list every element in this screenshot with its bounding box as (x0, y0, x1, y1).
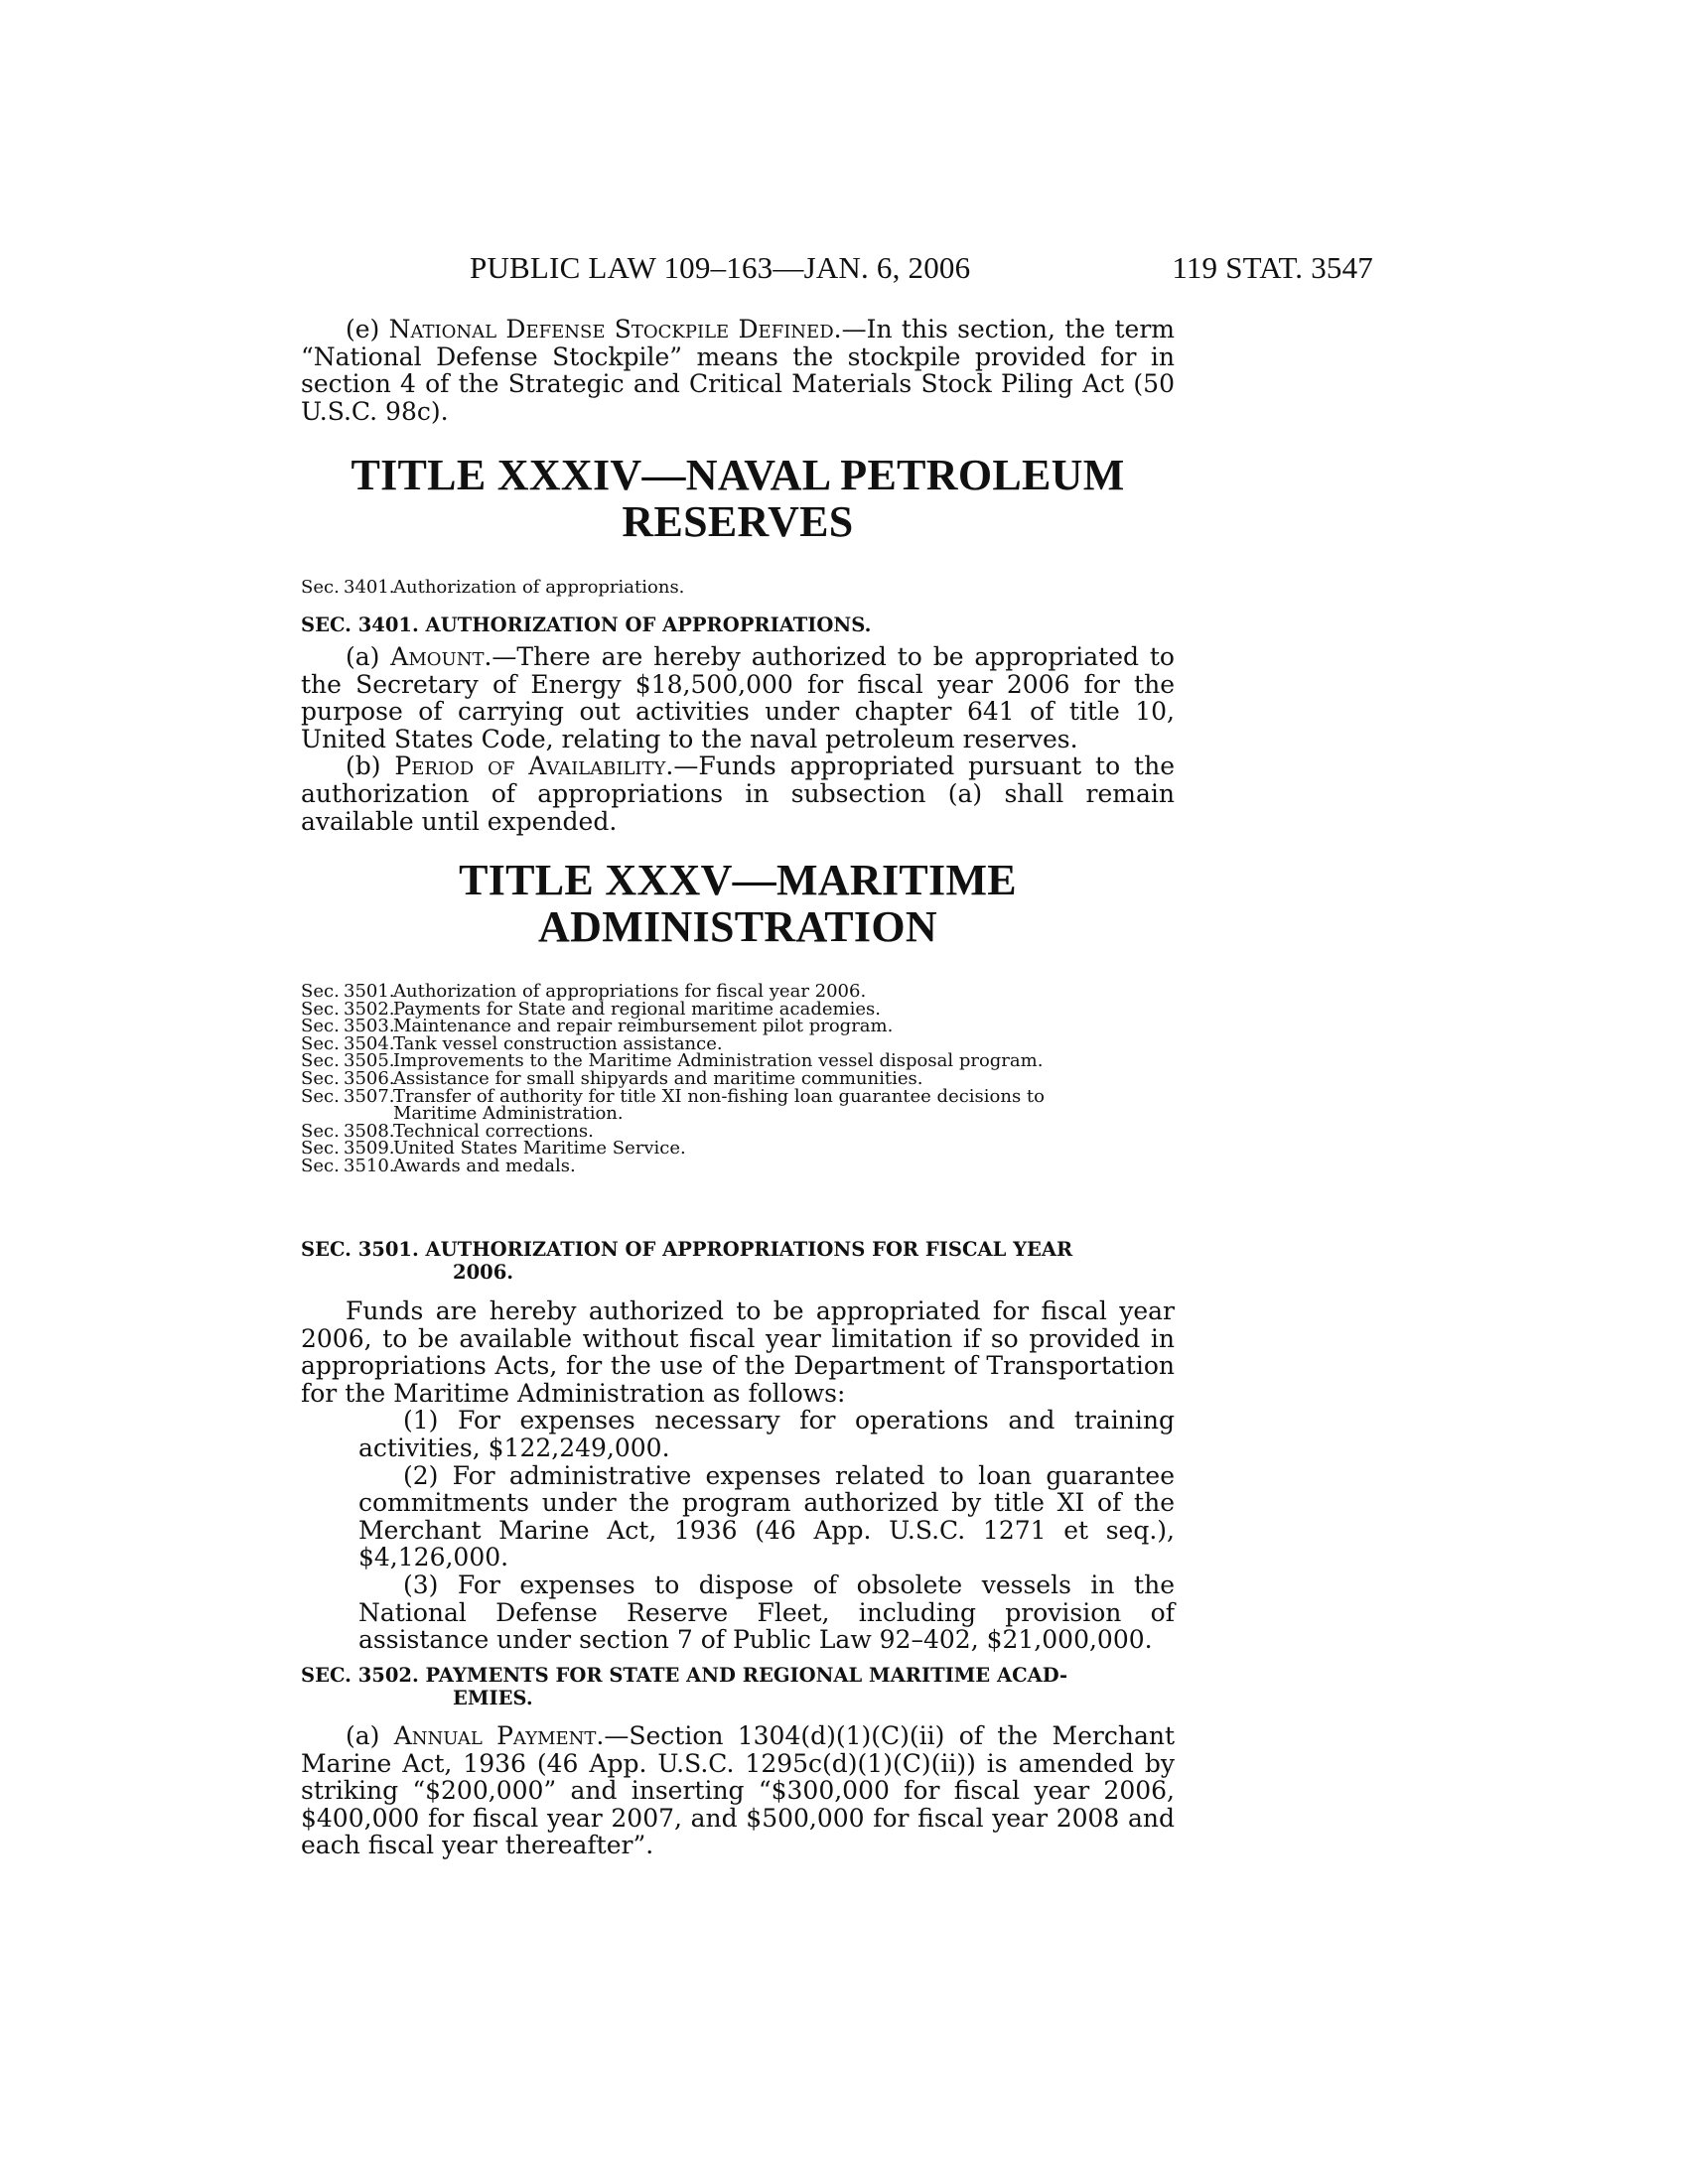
toc-number: 3401. (344, 577, 395, 598)
toc-prefix: Sec. (301, 1138, 340, 1160)
toc-text (393, 1085, 1195, 1125)
sec-3501-body (301, 1297, 1175, 1654)
toc-text: Awards and medals. (393, 1155, 576, 1176)
toc-text-line: Transfer of authority for title XI non-fishing loan guarantee decisions to (393, 1085, 1046, 1107)
subsection-a-heading: Amount (390, 642, 485, 671)
running-header (301, 250, 1373, 290)
subsection-b-heading: Period of Availability (394, 751, 666, 781)
toc-prefix: Sec. (301, 1050, 340, 1072)
toc-text: Maintenance and repair reimbursement pilot program. (393, 1016, 894, 1037)
toc-prefix: Sec. (301, 1032, 340, 1054)
sec-3401-body (301, 643, 1175, 835)
toc-number: 3505. (344, 1050, 395, 1072)
toc-text: Authorization of appropriations for fiscal year 2006. (393, 981, 867, 1002)
title-xxxv-toc (301, 983, 1195, 1175)
statute-page-number: 119 STAT. 3547 (1172, 250, 1373, 285)
toc-row (301, 579, 1195, 597)
toc-prefix: Sec. (301, 1155, 340, 1176)
toc-number: 3501. (344, 981, 395, 1002)
title-xxxv-heading (301, 857, 1175, 950)
subsection-e-label: (e) (346, 315, 380, 343)
title-xxxv-line2: ADMINISTRATION (538, 902, 937, 951)
toc-number: 3502. (344, 998, 395, 1020)
subsection-a-heading: Annual Payment (393, 1721, 597, 1750)
toc-row (301, 1155, 1195, 1176)
toc-row (301, 983, 1195, 1001)
document-page (301, 0, 1373, 2184)
subsection-e-paragraph (301, 316, 1175, 425)
toc-text: Assistance for small shipyards and maritime communities. (393, 1067, 923, 1089)
subsection-a-label: (a) (346, 642, 380, 671)
toc-number: 3509. (344, 1138, 395, 1160)
toc-text: Improvements to the Maritime Administration vessel disposal program. (393, 1050, 1044, 1072)
subsection-e-text: .—In this section, the term “National Defense Stockpile” means the stockpile provided for in section 4 of the Strategic and Critical Materials Stock Piling Act (50 U.S.C. 98c). (301, 315, 1175, 426)
toc-text: Technical corrections. (393, 1120, 594, 1142)
subsection-a-label: (a) (346, 1721, 380, 1750)
toc-number: 3507. (344, 1085, 395, 1107)
toc-number: 3510. (344, 1155, 395, 1176)
title-xxxv-line1: TITLE XXXV—MARITIME (459, 856, 1017, 904)
title-xxxiv-line1: TITLE XXXIV—NAVAL PETROLEUM (351, 451, 1125, 499)
toc-number: 3508. (344, 1120, 395, 1142)
toc-number: 3506. (344, 1067, 395, 1089)
law-citation: PUBLIC LAW 109–163—JAN. 6, 2006 (470, 250, 971, 285)
sec-3502-heading (301, 1664, 1175, 1709)
title-xxxiv-line2: RESERVES (622, 497, 854, 546)
sec-3501-heading-line2: 2006. (453, 1261, 514, 1284)
sec-3501-heading (301, 1238, 1175, 1284)
subsection-a-text: .—Section 1304(d)(1)(C)(ii) of the Merchant Marine Act, 1936 (46 App. U.S.C. 1295c(d)(1)(C)(ii)) is amended by striking “$200,000” and inserting “$300,000 for fiscal year 2006, $400,000 for fiscal year 2007, and $500,000 for fiscal year 2008 and each fiscal year thereafter”. (301, 1721, 1175, 1860)
sec-3401-subsection-a (301, 643, 1175, 752)
subsection-a-text: .—There are hereby authorized to be appropriated to the Secretary of Energy $18,500,000 for fiscal year 2006 for the purpose of carrying out activities under chapter 641 of title 10, United States Code, relating to the naval petroleum reserves. (301, 642, 1175, 753)
title-xxxiv-toc (301, 579, 1195, 597)
subsection-b-label: (b) (346, 751, 381, 781)
toc-text-continuation: Maritime Administration. (393, 1103, 624, 1125)
toc-number: 3504. (344, 1032, 395, 1054)
sec-3401-subsection-b (301, 752, 1175, 835)
subsection-e-heading: National Defense Stockpile Defined (388, 315, 834, 343)
sec-3501-item-2: (2) For administrative expenses related to loan guarantee commitments under the program authorized by title XI of the Merchant Marine Act, 1936 (46 App. U.S.C. 1271 et seq.), $4,126,000. (358, 1460, 1175, 1572)
sec-3501-item-1: (1) For expenses necessary for operations and training activities, $122,249,000. (358, 1406, 1175, 1462)
toc-prefix: Sec. (301, 1016, 340, 1037)
subsection-b-text: .—Funds appropriated pursuant to the authorization of appropriations in subsection (a) shall remain available until expended. (301, 751, 1175, 836)
toc-prefix: Sec. (301, 577, 340, 598)
sec-3502-heading-line2: EMIES. (453, 1687, 533, 1709)
toc-prefix: Sec. (301, 1085, 340, 1107)
sec-3502-subsection-a (301, 1722, 1175, 1859)
sec-3401-heading: SEC. 3401. AUTHORIZATION OF APPROPRIATIONS. (301, 614, 872, 636)
toc-number: 3503. (344, 1016, 395, 1037)
toc-row (301, 1085, 1195, 1125)
title-xxxiv-heading (301, 452, 1175, 545)
toc-prefix: Sec. (301, 1067, 340, 1089)
toc-prefix: Sec. (301, 998, 340, 1020)
toc-text: Payments for State and regional maritime academies. (393, 998, 881, 1020)
sec-3501-heading-line1: SEC. 3501. AUTHORIZATION OF APPROPRIATIONS FOR FISCAL YEAR (301, 1238, 1073, 1261)
sec-3502-heading-line1: SEC. 3502. PAYMENTS FOR STATE AND REGIONAL MARITIME ACAD- (301, 1664, 1068, 1687)
sec-3501-item-3: (3) For expenses to dispose of obsolete vessels in the National Defense Reserve Fleet, including provision of assistance under section 7 of Public Law 92–402, $21,000,000. (358, 1570, 1175, 1655)
toc-prefix: Sec. (301, 981, 340, 1002)
toc-prefix: Sec. (301, 1120, 340, 1142)
sec-3502-body (301, 1722, 1175, 1859)
toc-text: Authorization of appropriations. (393, 577, 685, 598)
sec-3501-intro: Funds are hereby authorized to be appropriated for fiscal year 2006, to be available without fiscal year limitation if so provided in appropriations Acts, for the use of the Department of Transportation for the Maritime Administration as follows: (301, 1297, 1175, 1408)
toc-text: United States Maritime Service. (393, 1138, 686, 1160)
toc-text: Tank vessel construction assistance. (393, 1032, 723, 1054)
